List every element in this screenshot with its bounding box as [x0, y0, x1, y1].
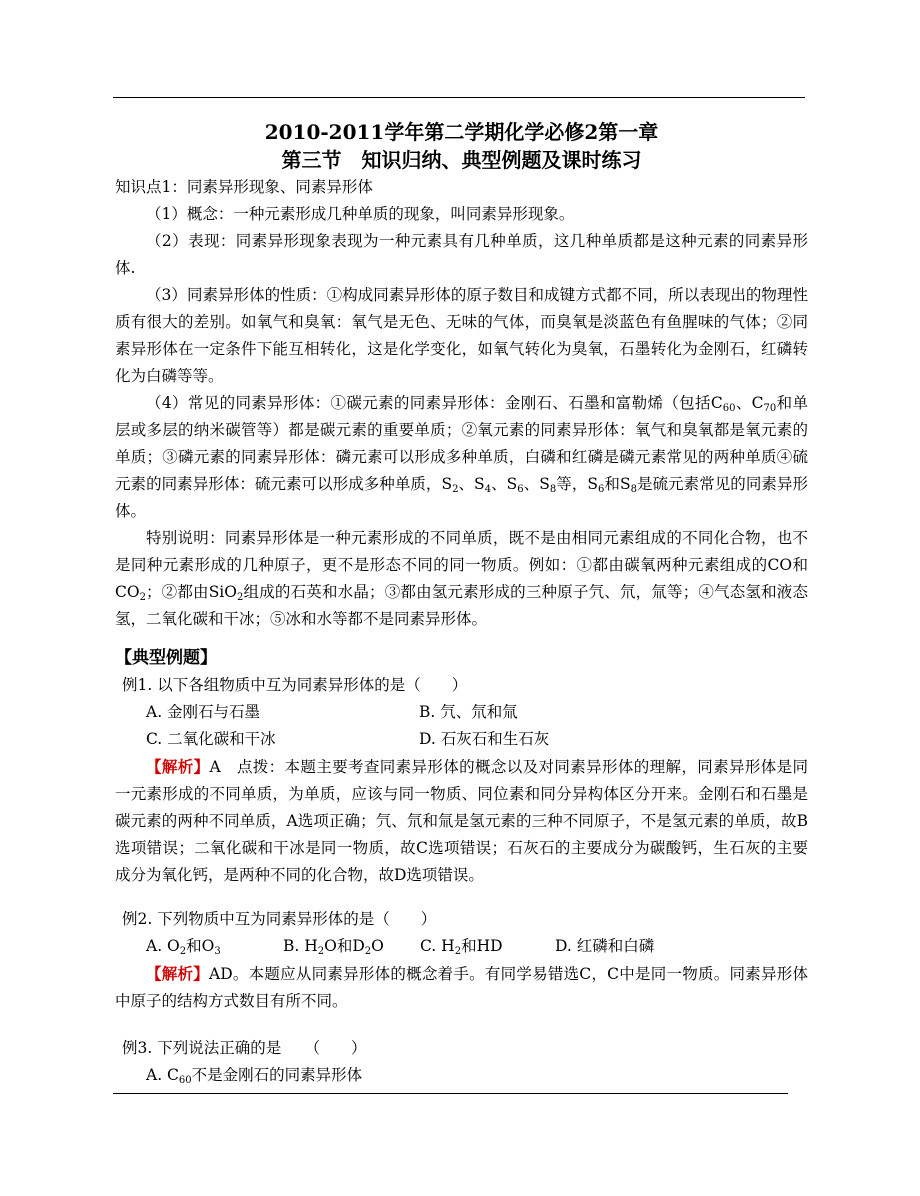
example-1-options-row-1 [115, 699, 808, 726]
example-3-question: 例3. 下列说法正确的是 （ ） [122, 1039, 367, 1057]
example-3-option-a: A. $C_{60}$不是金刚石的同素异形体 [146, 1066, 363, 1086]
footer-rule [113, 1093, 788, 1094]
example-2-question: 例2. 下列物质中互为同素异形体的是（ ） [122, 910, 437, 928]
example-1-question: 例1. 以下各组物质中互为同素异形体的是（ ） [122, 676, 468, 694]
header-rule [113, 97, 805, 98]
document-title: 2010-2011学年第二学期化学必修2第一章 [264, 120, 659, 144]
example-2-option-d: D. 红磷和白磷 [555, 937, 655, 955]
properties-paragraph: （3）同素异形体的性质：①构成同素异形体的原子数目和成键方式都不同，所以表现出的物理性质有很大的差别。如氧气和臭氧：氧气是无色、无味的气体，而臭氧是淡蓝色有鱼腥味的气体；②同素异形体在一定条件下能互相转化，这是化学变化，如氧气转化为臭氧，石墨转化为金刚石，红磷转化为白磷等等。 [115, 286, 808, 385]
knowledge-point-title: 知识点1：同素异形现象、同素异形体 [115, 178, 373, 196]
example-2-option-b: B. $H_2O$和$D_2O$ [283, 937, 384, 957]
example-1-option-c: C. 二氧化碳和干冰 [146, 730, 276, 748]
typical-examples-heading: 【典型例题】 [115, 648, 217, 668]
spacer [115, 1015, 808, 1035]
manifestation-paragraph: （2）表现：同素异形现象表现为一种元素具有几种单质，这几种单质都是这种元素的同素异形体. [115, 232, 808, 277]
document-subtitle: 第三节 知识归纳、典型例题及课时练习 [281, 148, 642, 172]
example-2-option-c: C. $H_2$和HD [420, 937, 503, 957]
example-1-options-row-2 [115, 726, 808, 753]
example-1-option-d: D. 石灰石和生石灰 [419, 730, 550, 748]
example-2-options [115, 933, 808, 960]
example-2-analysis: 【解析】AD。本题应从同素异形体的概念着手。有同学易错选C，C中是同一物质。同素异形体中原子的结构方式数目有所不同。 [115, 964, 808, 1010]
special-note-paragraph: 特别说明：同素异形体是一种元素形成的不同单质，既不是由相同元素组成的不同化合物，也不是同种元素形成的几种原子，更不是形态不同的同一物质。例如：①都由碳氧两种元素组成的CO和$CO_2$；②都由SiO$_2$组成的石英和水晶；③都由氢元素形成的三种原子氕、氘，氚等；④气态氢和液态氢，二氧化碳和干冰；⑤冰和水等都不是同素异形体。 [115, 529, 808, 628]
concept-paragraph: （1）概念：一种元素形成几种单质的现象，叫同素异形现象。 [146, 205, 575, 223]
example-1-analysis: 【解析】A 点拨：本题主要考查同素异形体的概念以及对同素异形体的理解，同素异形体是同一元素形成的不同单质，为单质，应该与同一物质、同位素和同分异构体区分开来。金刚石和石墨是碳元素的两种不同单质，A选项正确；氕、氘和氚是氢元素的三种不同原子，不是氢元素的单质，故B选项错误；二氧化碳和干冰是同一物质，故C选项错误；石灰石的主要成分为碳酸钙，生石灰的主要成分为氧化钙，是两种不同的化合物，故D选项错误。 [115, 757, 808, 884]
document-page [115, 112, 808, 1089]
common-allotropes-paragraph: （4）常见的同素异形体：①碳元素的同素异形体：金刚石、石墨和富勒烯（包括$C_{60}$、$C_{70}$和单层或多层的纳米碳管等）都是碳元素的重要单质；②氧元素的同素异形体：氧气和臭氧都是氧元素的单质；③磷元素的同素异形体：磷元素可以形成多种单质，白磷和红磷是磷元素常见的两种单质④硫元素的同素异形体：硫元素可以形成多种单质，$S_2$、$S_4$、$S_6$、$S_8$等，$S_6$和$S_8$是硫元素常见的同素异形体。 [115, 394, 808, 520]
analysis-label: 【解析】 [146, 964, 209, 983]
analysis-label: 【解析】 [146, 757, 210, 776]
example-1-option-a: A. 金刚石与石墨 [146, 703, 261, 721]
example-2-option-a: A. $O_2$和$O_3$ [146, 937, 221, 957]
example-1-option-b: B. 氕、氘和氚 [419, 703, 518, 721]
spacer [115, 889, 808, 906]
